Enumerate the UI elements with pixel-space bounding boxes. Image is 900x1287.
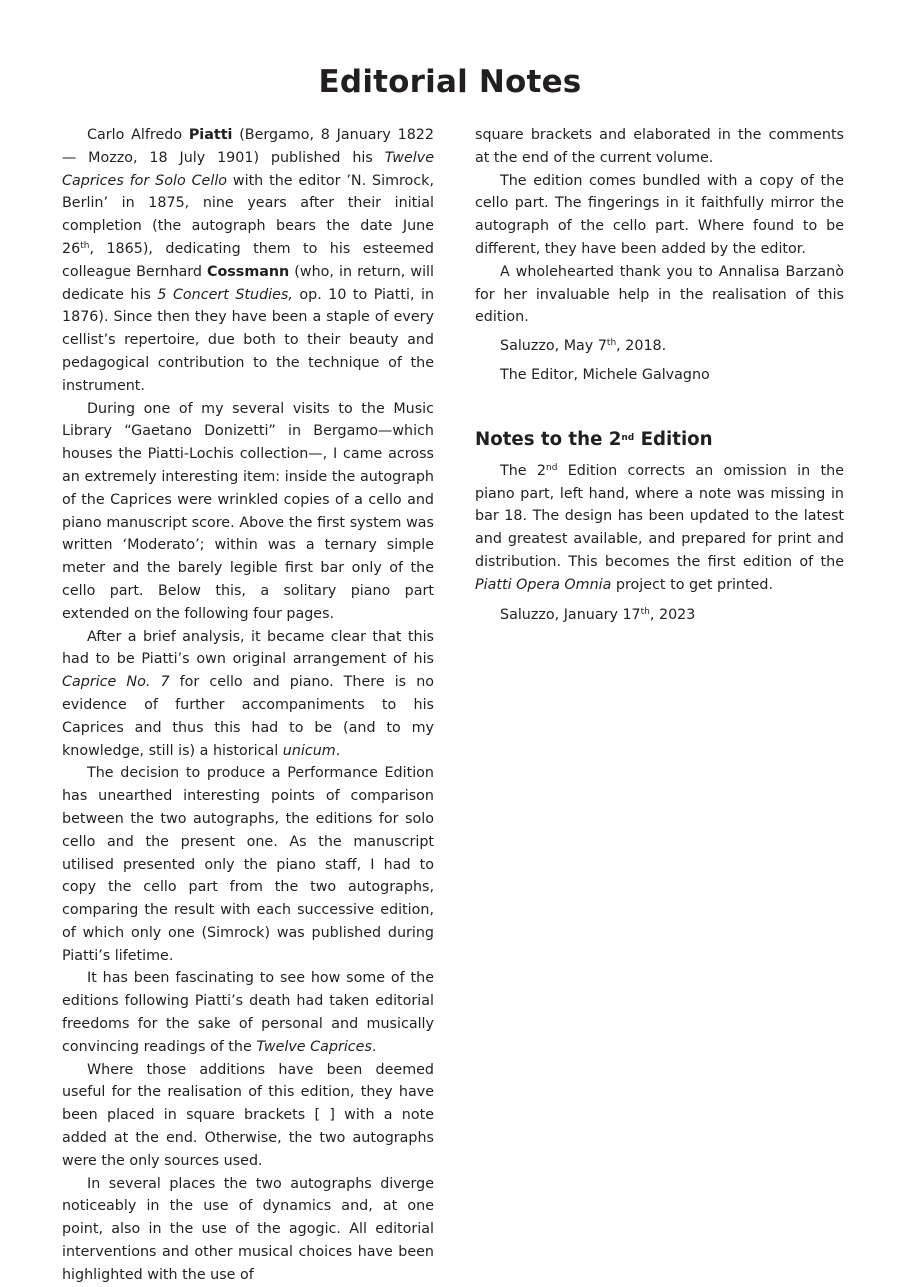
text-run: (who, in return, will dedicate his	[62, 263, 434, 303]
ordinal-suffix: nd	[546, 462, 558, 473]
text-run: Carlo Alfredo	[87, 127, 189, 143]
text-run: Notes to the 2	[475, 428, 622, 450]
paragraph-intro	[62, 124, 434, 398]
text-run: for cello and piano. There is no evidence of further accompaniments to his Caprices and thus this had to be (and to my knowledge, still is) a historical	[62, 674, 434, 759]
paragraph-comparison: The decision to produce a Performance Edition has unearthed interesting points of comparison between the two autographs, the editions for solo cello and the present one. As the manuscript utilised presented only the piano staff, I had to copy the cello part from the two autographs, comparing the result with each successive edition, of which only one (Simrock) was published during Piatti’s lifetime.	[62, 765, 434, 964]
text-run: Saluzzo, May 7	[500, 338, 607, 355]
paragraph-continuation: square brackets and elaborated in the comments at the end of the current volume.	[475, 127, 844, 166]
text-run: project to get printed.	[611, 576, 774, 593]
paragraph-cello-part: The edition comes bundled with a copy of the cello part. The fingerings in it faithfully mirror the autograph of the cello part. Where found to be different, they have been added by the editor.	[475, 172, 844, 257]
text-run: Edition corrects an omission in the piano part, left hand, where a note was missing in bar 18. The design has been updated to the latest and greatest available, and prepared for print and distribution. This becomes the first edition of the	[475, 462, 844, 570]
paragraph-acknowledgement: A wholehearted thank you to Annalisa Barzanò for her invaluable help in the realisation of this edition.	[475, 263, 844, 326]
page-title: Editorial Notes	[318, 64, 582, 100]
place-date	[475, 335, 844, 358]
ordinal-suffix: th	[606, 338, 617, 349]
work-title: Twelve Caprices	[256, 1038, 372, 1055]
signature: The Editor, Michele Galvagno	[500, 366, 710, 383]
paragraph-additions: Where those additions have been deemed useful for the realisation of this edition, they have been placed in square brackets [ ] with a note added at the end. Otherwise, the two autographs were the only sources used.	[62, 1061, 434, 1169]
paragraph-analysis	[62, 626, 434, 763]
text-run: , 2023	[649, 606, 696, 623]
paragraph-discovery: During one of my several visits to the Music Library “Gaetano Donizetti” in Bergamo—which houses the Piatti-Lochis collection—, I came across an extremely interesting item: inside the autograph of the Caprices were wrinkled copies of a cello and piano manuscript score. Above the first system was written ‘Moderato’; within was a ternary simple meter and the barely legible first bar only of the cello part. Below this, a solitary piano part extended on the following four pages.	[62, 400, 434, 622]
right-column	[475, 124, 844, 626]
paragraph-divergence: In several places the two autographs diverge noticeably in the use of dynamics and, at one point, also in the use of the agogic. All editorial interventions and other musical choices have been highlighted with the use of	[62, 1175, 434, 1283]
text-run: Saluzzo, January 17	[500, 606, 641, 623]
text-run: , 1865), dedicating them to his esteemed colleague Bernhard	[62, 240, 434, 280]
composer-name: Piatti	[188, 127, 233, 143]
text-run: with the editor ’N. Simrock, Berlin’ in 1875, nine years after their initial completion (the autograph bears the date June 26	[62, 172, 434, 257]
text-run: After a brief analysis, it became clear that this had to be Piatti’s own original arrangement of his	[62, 628, 434, 668]
dedicatee-name: Cossmann	[206, 263, 290, 280]
text-run: op. 10 to Piatti, in 1876). Since then they have been a staple of every cellist’s repertoire, due both to their beauty and pedagogical contribution to the technique of the instrument.	[62, 286, 435, 394]
work-title: 5 Concert Studies,	[157, 286, 293, 303]
ordinal-suffix: nd	[621, 432, 635, 443]
text-run: The 2	[500, 462, 547, 479]
left-column	[62, 124, 434, 1287]
work-title: Twelve Caprices for Solo Cello	[62, 149, 434, 189]
paragraph-2nd-edition	[475, 460, 844, 597]
text-run: Edition	[634, 428, 713, 450]
project-title: Piatti Opera Omnia	[475, 576, 612, 593]
text-run: , 2018.	[616, 338, 667, 355]
text-run: (Bergamo, 8 January 1822 — Mozzo, 18 July 1901) published his	[62, 127, 434, 166]
work-title: Caprice No. 7	[62, 674, 170, 691]
paragraph-editions	[62, 967, 434, 1058]
text-run: .	[335, 742, 341, 759]
ordinal-suffix: th	[640, 606, 650, 617]
latin-term: unicum	[282, 742, 336, 759]
text-run: .	[371, 1038, 377, 1055]
section-heading-2nd-edition	[475, 427, 844, 453]
ordinal-suffix: th	[80, 240, 90, 251]
place-date-2nd-edition	[475, 604, 844, 627]
text-run: It has been fascinating to see how some of the editions following Piatti’s death had taken editorial freedoms for the sake of personal and musically convincing readings of the	[62, 970, 434, 1055]
